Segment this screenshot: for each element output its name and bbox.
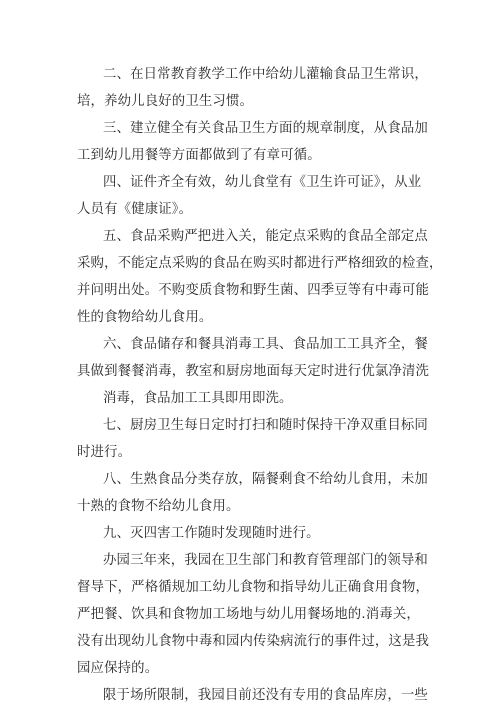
text-line: 并问明出处。不购变质食物和野生菌、四季豆等有中毒可能 [77,283,430,298]
text-line: 二、在日常教育教学工作中给幼儿灌输食品卫生常识， [103,67,428,82]
text-line: 八、生熟食品分类存放，隔餐剩食不给幼儿食用，未加 [103,472,428,487]
text-line: 六、食品储存和餐具消毒工具、食品加工工具齐全，餐 [103,337,428,352]
text-line: 督导下，严格循规加工幼儿食物和指导幼儿正确食用食物， [77,580,430,595]
text-line: 九、灭四害工作随时发现随时进行。 [103,526,320,541]
text-line: 三、建立健全有关食品卫生方面的规章制度，从食品加 [103,121,428,136]
text-line: 七、厨房卫生每日定时打扫和随时保持干净双重目标同 [103,418,428,433]
text-line: 严把餐、饮具和食物加工场地与幼儿用餐场地的.消毒关， [77,607,420,622]
text-line: 办园三年来，我园在卫生部门和教育管理部门的领导和 [103,553,428,568]
text-line: 限于场所限制，我园目前还没有专用的食品库房，一些 [103,688,428,703]
text-line: 没有出现幼儿食物中毒和园内传染病流行的事件过，这是我 [77,634,430,649]
text-line: 时进行。 [77,445,132,460]
text-line: 消毒，食品加工工具即用即洗。 [103,391,293,406]
text-line: 五、食品采购严把进入关，能定点采购的食品全部定点 [103,229,428,244]
text-line: 具做到餐餐消毒，教室和厨房地面每天定时进行优氯净清洗 [77,364,430,379]
text-line: 十熟的食物不给幼儿食用。 [77,499,240,514]
text-line: 工到幼儿用餐等方面都做到了有章可循。 [77,148,321,163]
text-line: 园应保持的。 [77,661,159,676]
text-line: 性的食物给幼儿食用。 [77,310,213,325]
text-line: 人员有《健康证》。 [77,202,193,217]
text-line: 四、证件齐全有效，幼儿食堂有《卫生许可证》，从业 [103,175,422,190]
text-line: 培，养幼儿良好的卫生习惯。 [77,94,254,109]
text-line: 采购，不能定点采购的食品在购买时都进行严格细致的检查， [77,256,443,271]
